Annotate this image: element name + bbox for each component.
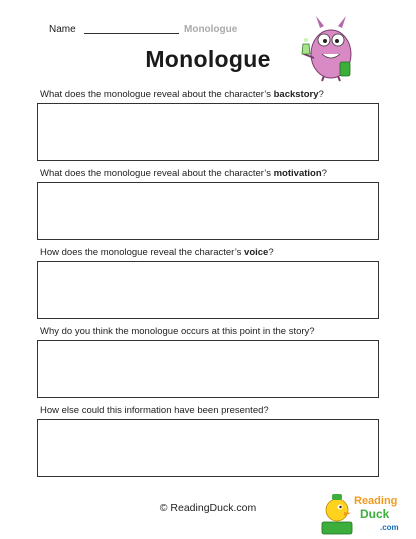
worksheet-subtitle: Monologue bbox=[184, 24, 238, 35]
name-label: Name bbox=[49, 24, 76, 35]
question-1: What does the monologue reveal about the character’s backstory? bbox=[40, 89, 324, 100]
page-title: Monologue bbox=[145, 46, 271, 72]
monster-illustration bbox=[300, 14, 362, 82]
question-2-keyword: motivation bbox=[273, 168, 322, 179]
svg-text:Duck: Duck bbox=[360, 507, 390, 521]
copyright-footer: © ReadingDuck.com bbox=[159, 502, 257, 514]
readingduck-logo bbox=[320, 490, 408, 536]
answer-box-4[interactable] bbox=[37, 340, 379, 398]
answer-box-1[interactable] bbox=[37, 103, 379, 161]
svg-text:Reading: Reading bbox=[354, 495, 398, 507]
question-3-keyword: voice bbox=[244, 247, 269, 258]
question-3: How does the monologue reveal the character’s voice? bbox=[40, 247, 274, 258]
question-2: What does the monologue reveal about the character’s motivation? bbox=[40, 168, 327, 179]
question-5: How else could this information have been presented? bbox=[40, 405, 269, 416]
answer-box-5[interactable] bbox=[37, 419, 379, 477]
name-field[interactable] bbox=[84, 33, 179, 34]
svg-text:.com: .com bbox=[380, 523, 399, 532]
name-row bbox=[49, 24, 179, 35]
question-4: Why do you think the monologue occurs at this point in the story? bbox=[40, 326, 315, 337]
answer-box-2[interactable] bbox=[37, 182, 379, 240]
question-1-keyword: backstory bbox=[273, 89, 319, 100]
answer-box-3[interactable] bbox=[37, 261, 379, 319]
